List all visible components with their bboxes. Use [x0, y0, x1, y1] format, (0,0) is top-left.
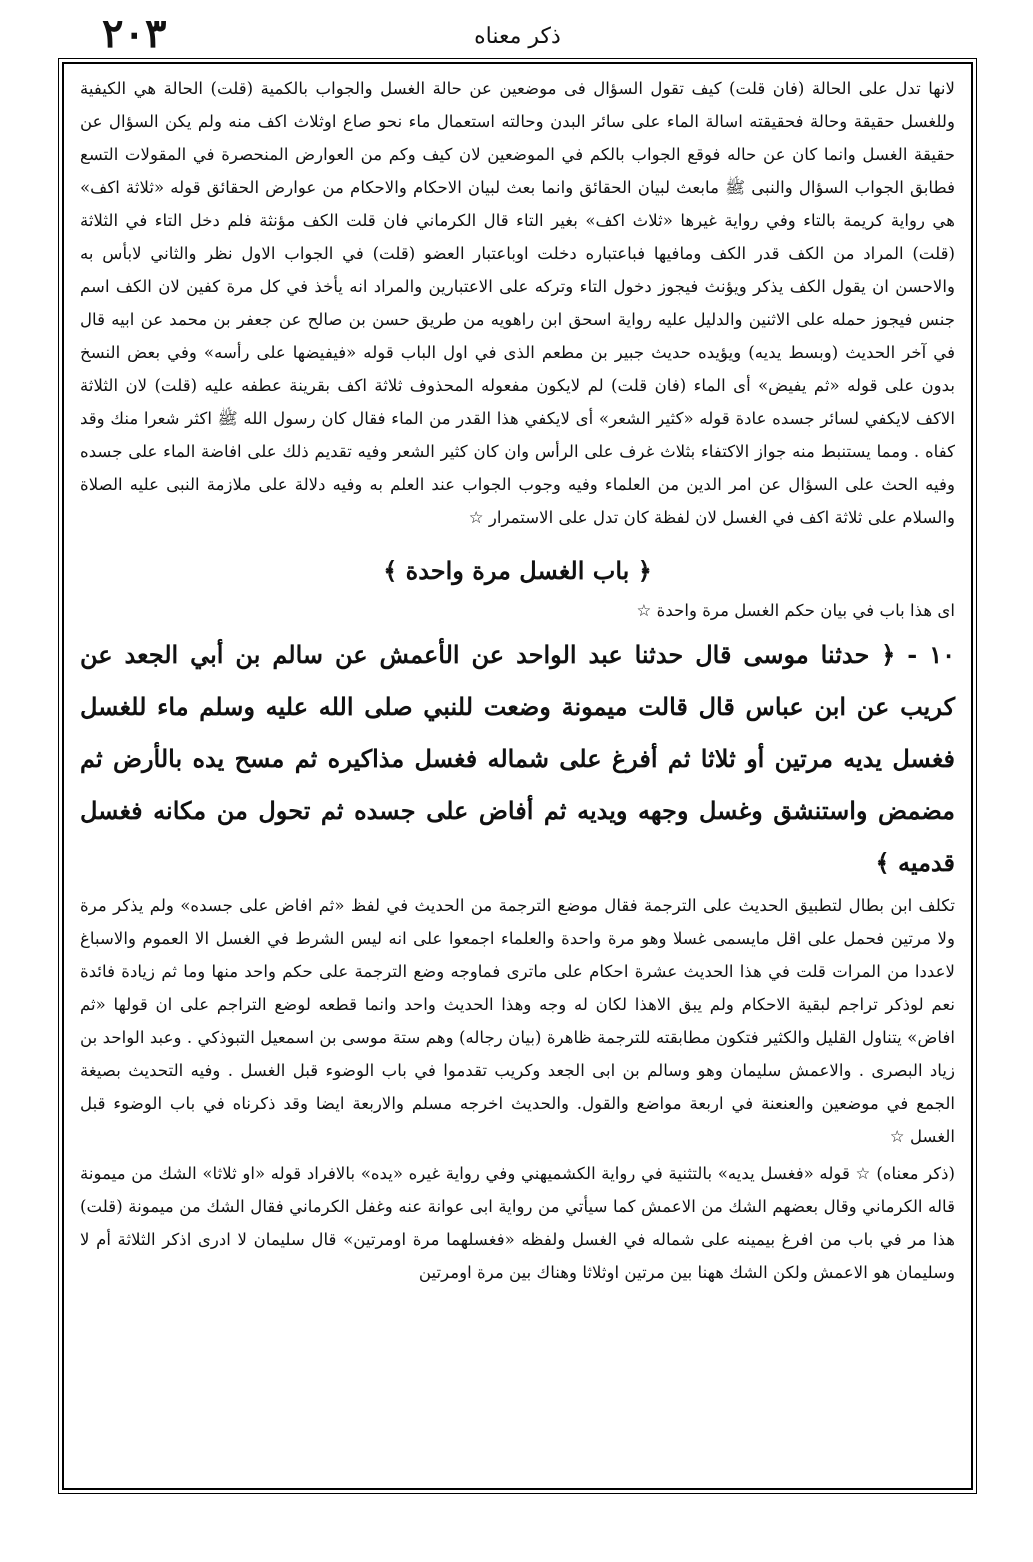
- text-frame: [62, 62, 973, 1490]
- commentary-paragraph: تكلف ابن بطال لتطبيق الحديث على الترجمة فقال موضع الترجمة من الحديث في لفظ «ثم افاض على جسده» ولم يذكر مرة ولا مرتين فحمل على اقل مايسمى غسلا وهو مرة واحدة والعلماء اجمعوا على انه ليس الشرط في الغسل الا العموم والاسباغ لاعددا من المرات قلت في هذا الحديث عشرة احكام على ماترى فماوجه وضع الترجمة على حكم واحد منها وما ثم زيادة فائدة نعم لوذكر تراجم لبقية الاحكام ولم يبق الاهذا لكان له وجه وهذا الحديث واحد وانما قطعه لوضع التراجم على ان قولها «ثم افاض» يتناول القليل والكثير فتكون مطابقته للترجمة ظاهرة (بيان رجاله) وهم ستة موسى بن اسمعيل التبوذكي . وعبد الواحد بن زياد البصرى . والاعمش سليمان وهو وسالم بن ابى الجعد وكريب تقدموا في باب الوضوء قبل الغسل . وفيه التحديث بصيغة الجمع في موضعين والعنعنة في اربعة مواضع والقول. والحديث اخرجه مسلم والاربعة ايضا وقد ذكرناه في باب الوضوء قبل الغسل ☆: [80, 896, 955, 1146]
- page-number: ٢٠٣: [102, 10, 167, 57]
- page-header: [62, 6, 973, 66]
- commentary-paragraph: لانها تدل على الحالة (فان قلت) كيف تقول السؤال فى موضعين عن حالة الغسل والجواب بالكمية (قلت) الحالة هي الكيفية وللغسل حقيقة وحالة فحقيقته اسالة الماء على سائر البدن وحالته استعمال ماء نحو صاع اوثلاث اكف منه ولم يكن السؤال عن حقيقة الغسل وانما كان عن حاله فوقع الجواب بالكم في الموضعين لان كيف وكم من العوارض المنحصرة في المقولات التسع فطابق الجواب السؤال والنبى ﷺ مابعث لبيان الحقائق وانما بعث لبيان الاحكام والاحكام من عوارض الحقائق قوله «ثلاثة اكف» هي رواية كريمة بالتاء وفي رواية غيرها «ثلاث اكف» بغير التاء قال الكرماني فان قلت الكف مؤنثة فلم دخل التاء في الثلاثة (قلت) المراد من الكف قدر الكف ومافيها فباعتباره دخلت اوباعتبار العضو (قلت) في الجواب الاول نظر والثاني لابأس به والاحسن ان يقول الكف يذكر ويؤنث فيجوز دخول التاء وتركه على الاعتبارين والمراد انه يأخذ في كل مرة كفين لان الكف اسم جنس فيجوز حمله على الاثنين والدليل عليه رواية اسحق ابن راهويه من طريق حسن بن صالح عن جعفر بن محمد عن ابيه قال في آخر الحديث (وبسط يديه) ويؤيده حديث جبير بن مطعم الذى في اول الباب قوله «فيفيضها على رأسه» وفي بعض النسخ بدون على قوله «ثم يفيض» أى الماء (فان قلت) لم لايكون مفعوله المحذوف ثلاثة اكف بقرينة عطفه عليه (قلت) لان الثلاثة الاكف لايكفي لسائر جسده عادة قوله «كثير الشعر» أى لايكفي هذا القدر من الماء فقال كان رسول الله ﷺ اكثر شعرا منك وقد كفاه . ومما يستنبط منه جواز الاكتفاء بثلاث غرف على الرأس وان كان كثير الشعر وفيه تقديم ذلك على افاضة الماء على جسده وفيه الحث على السؤال عن امر الدين من العلماء وفيه وجوب الجواب عند العلم به وفيه دلالة على ملازمة النبى عليه الصلاة والسلام على ثلاثة اكف في الغسل لان لفظة كان تدل على الاستمرار ☆: [80, 79, 955, 527]
- hadith-text: ١٠ - ﴿ حدثنا موسى قال حدثنا عبد الواحد عن الأعمش عن سالم بن أبي الجعد عن كريب عن ابن عباس قال قالت ميمونة وضعت للنبي صلى الله عليه وسلم ماء للغسل فغسل يديه مرتين أو ثلاثا ثم أفرغ على شماله فغسل مذاكيره ثم مسح يده بالأرض ثم مضمض واستنشق وغسل وجهه ويديه ثم أفاض على جسده ثم تحول من مكانه فغسل قدميه ﴾: [80, 640, 956, 877]
- chapter-subtitle: اى هذا باب في بيان حكم الغسل مرة واحدة ☆: [636, 601, 955, 620]
- commentary-paragraph: (ذكر معناه) ☆ قوله «فغسل يديه» بالتثنية في رواية الكشميهني وفي رواية غيره «يده» بالافراد قوله «او ثلاثا» الشك من ميمونة قاله الكرماني وقال بعضهم الشك من الاعمش كما سيأتي من رواية ابى عوانة عنه وغفل الكرماني فقال الشك من ميمونة (قلت) هذا مر في باب من افرغ بيمينه على شماله في الغسل ولفظه «فغسلهما مرة اومرتين» قال سليمان لا ادرى اذكر الثلاثة أم لا وسليمان هو الاعمش ولكن الشك ههنا بين مرتين اوثلاثا وهناك بين مرة اومرتين: [80, 1164, 955, 1282]
- running-title: ذكر معناه: [474, 24, 561, 49]
- chapter-title: ﴿ باب الغسل مرة واحدة ﴾: [383, 556, 652, 585]
